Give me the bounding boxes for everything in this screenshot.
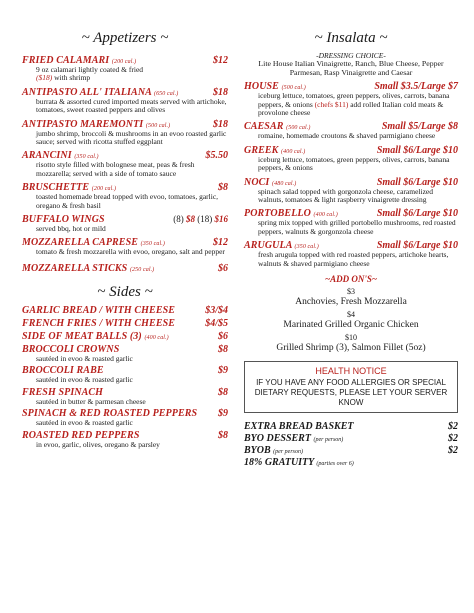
item-name: CAESAR (500 cal.) bbox=[244, 121, 311, 133]
salad-item-noci bbox=[244, 177, 458, 205]
salad-item-house bbox=[244, 81, 458, 117]
item-price: Small $6/Large $10 bbox=[376, 176, 458, 188]
item-name: PORTOBELLO (400 cal.) bbox=[244, 208, 338, 220]
insalata-title: ~ Insalata ~ bbox=[314, 30, 388, 46]
item-name: MOZZARELLA STICKS (250 cal.) bbox=[22, 262, 155, 274]
menu-item-bruschette bbox=[22, 182, 228, 210]
item-price: $4/$5 bbox=[205, 317, 228, 329]
item-price: $3/$4 bbox=[205, 304, 228, 316]
item-name: BRUSCHETTE (200 cal.) bbox=[22, 182, 117, 194]
addons-title: ~ADD ON'S~ bbox=[324, 274, 377, 285]
salad-item-caesar bbox=[244, 121, 458, 140]
menu-item-fried-calamari bbox=[22, 55, 228, 83]
salad-item-arugula bbox=[244, 240, 458, 268]
item-desc: iceburg lettuce, tomatoes, green peppers, olives, carrots, banana peppers, & onions bbox=[258, 154, 450, 173]
item-name: BROCCOLI CROWNS bbox=[22, 343, 120, 355]
item-name: ANTIPASTO ALL' ITALIANA (650 cal.) bbox=[22, 86, 179, 98]
item-name: MOZZARELLA CAPRESE (350 cal.) bbox=[22, 237, 165, 249]
item-price: $9 bbox=[218, 365, 228, 377]
dressing-title: -DRESSING CHOICE- bbox=[316, 51, 386, 60]
item-price: $8 bbox=[218, 429, 228, 441]
item-name: BROCCOLI RABE bbox=[22, 365, 104, 377]
item-desc: in evoo, garlic, olives, oregano & parsley bbox=[36, 439, 160, 449]
item-desc: fresh arugula topped with red roasted peppers, artichoke hearts, walnuts & shaved parmigiano cheese bbox=[258, 250, 449, 268]
item-name: ARANCINI (350 cal.) bbox=[22, 150, 99, 162]
item-name: ARUGULA (350 cal.) bbox=[244, 240, 319, 252]
addon-price: $10 bbox=[345, 333, 357, 343]
side-item-broccoli-crowns bbox=[22, 344, 228, 363]
salad-list bbox=[244, 81, 458, 268]
item-name: NOCI (480 cal.) bbox=[244, 176, 297, 188]
item-price: $8 bbox=[218, 182, 228, 194]
item-name: BUFFALO WINGS bbox=[22, 214, 105, 226]
addon-items: Grilled Shrimp (3), Salmon Fillet (5oz) bbox=[276, 343, 426, 354]
addon-price: $3 bbox=[347, 287, 355, 297]
salad-item-portobello bbox=[244, 208, 458, 236]
item-price: $5.50 bbox=[205, 150, 228, 162]
item-price: Small $3.5/Large $7 bbox=[374, 81, 458, 93]
extra-item: EXTRA BREAD BASKET $2 bbox=[244, 421, 458, 433]
health-notice-body: IF YOU HAVE ANY FOOD ALLERGIES OR SPECIAL DIETARY REQUESTS, PLEASE LET YOUR SERVER KNOW bbox=[254, 378, 448, 408]
item-name: SPINACH & RED ROASTED PEPPERS bbox=[22, 408, 198, 420]
addons-list bbox=[244, 287, 458, 353]
item-price: $18 bbox=[213, 118, 228, 130]
menu-item-antipasto-maremonti bbox=[22, 119, 228, 147]
item-desc: toasted homemade bread topped with evoo, tomatoes, garlic, oregano & fresh basil bbox=[36, 192, 219, 210]
item-sizes: (8) $8 (18) $16 bbox=[173, 214, 228, 225]
item-desc: served bbq, hot or mild bbox=[36, 224, 106, 234]
item-price: $8 bbox=[218, 386, 228, 398]
side-item-roasted-peppers bbox=[22, 430, 228, 449]
item-name: HOUSE (500 cal.) bbox=[244, 81, 306, 93]
addon-items: Marinated Grilled Organic Chicken bbox=[283, 320, 419, 331]
item-desc: sautéed in evoo & roasted garlic bbox=[36, 418, 133, 428]
item-desc: sautéed in evoo & roasted garlic bbox=[36, 375, 133, 385]
item-desc: romaine, homemade croutons & shaved parmigiano cheese bbox=[258, 131, 436, 141]
item-desc: burrata & assorted cured imported meats served with artichoke, tomatoes, sweet roasted peppers and olives bbox=[36, 96, 227, 115]
health-notice-title: HEALTH NOTICE bbox=[315, 366, 387, 377]
item-price: $12 bbox=[213, 237, 228, 249]
side-item-garlic-bread bbox=[22, 305, 228, 316]
item-desc: jumbo shrimp, broccoli & mushrooms in an evoo roasted garlic sauce; served with ricotta stuffed eggplant bbox=[36, 128, 227, 147]
item-price: $9 bbox=[218, 408, 228, 420]
item-name: GARLIC BREAD / WITH CHEESE bbox=[22, 304, 176, 316]
item-price: Small $6/Large $10 bbox=[376, 240, 458, 252]
item-name: ANTIPASTO MAREMONTI (500 cal.) bbox=[22, 118, 171, 130]
item-price: Small $6/Large $10 bbox=[376, 144, 458, 156]
item-name: FRESH SPINACH bbox=[22, 386, 104, 398]
item-desc: sautéed in evoo & roasted garlic bbox=[36, 353, 133, 363]
item-desc: risotto style filled with bolognese meat, peas & fresh mozzarella; served with a side of tomato sauce bbox=[36, 160, 195, 178]
side-item-spinach-peppers bbox=[22, 408, 228, 427]
side-item-fresh-spinach bbox=[22, 387, 228, 406]
item-desc: spinach salad topped with gorgonzola cheese, caramelized walnuts, tomatoes & light raspberry vinaigrette dressing bbox=[258, 186, 434, 205]
item-price: Small $6/Large $10 bbox=[376, 208, 458, 220]
item-price: $8 bbox=[218, 343, 228, 355]
item-desc: 9 oz calamari lightly coated & fried ($18) with shrimp bbox=[36, 65, 144, 83]
item-price: $12 bbox=[213, 55, 228, 66]
sides-title: ~ Sides ~ bbox=[97, 283, 153, 300]
appetizers-list bbox=[22, 55, 228, 274]
item-desc: tomato & fresh mozzarella with evoo, oregano, salt and pepper bbox=[36, 247, 225, 257]
extras-list bbox=[244, 421, 458, 468]
item-desc: spring mix topped with grilled portobello mushrooms, red roasted peppers, walnuts & gorgonzola cheese bbox=[258, 218, 456, 236]
addon-price: $4 bbox=[347, 310, 355, 320]
health-notice bbox=[244, 361, 458, 413]
dressing-choices: Lite House Italian Vinaigrette, Ranch, Blue Cheese, Pepper Parmesan, Rasp Vinaigrette and Caesar bbox=[258, 59, 444, 77]
menu-item-antipasto-italiana bbox=[22, 87, 228, 115]
menu-item-buffalo-wings bbox=[22, 214, 228, 233]
menu-item-mozzarella-sticks bbox=[22, 263, 228, 274]
item-price: $6 bbox=[218, 262, 228, 274]
right-column bbox=[244, 0, 458, 468]
item-price: $6 bbox=[218, 330, 228, 342]
left-column bbox=[22, 0, 228, 449]
appetizers-title: ~ Appetizers ~ bbox=[81, 30, 169, 46]
item-desc: sautéed in butter & parmesan cheese bbox=[36, 396, 146, 406]
item-price: Small $5/Large $8 bbox=[381, 121, 458, 133]
side-item-meat-balls bbox=[22, 331, 228, 342]
side-item-broccoli-rabe bbox=[22, 365, 228, 384]
menu-item-arancini bbox=[22, 150, 228, 178]
item-name: FRIED CALAMARI (200 cal.) bbox=[22, 55, 137, 66]
sides-list bbox=[22, 305, 228, 449]
side-item-french-fries bbox=[22, 318, 228, 329]
menu-item-mozzarella-caprese bbox=[22, 237, 228, 256]
item-price: $18 bbox=[213, 86, 228, 98]
item-name: SIDE OF MEAT BALLS (3) (400 cal.) bbox=[22, 330, 169, 342]
item-name: GREEK (400 cal.) bbox=[244, 144, 306, 156]
extra-item: BYO DESSERT (per person) $2 bbox=[244, 433, 458, 445]
extra-item: BYOB (per person) $2 bbox=[244, 445, 458, 457]
addon-items: Anchovies, Fresh Mozzarella bbox=[295, 297, 407, 308]
item-name: FRENCH FRIES / WITH CHEESE bbox=[22, 317, 176, 329]
item-name: ROASTED RED PEPPERS bbox=[22, 429, 140, 441]
salad-item-greek bbox=[244, 145, 458, 173]
extra-item: 18% GRATUITY (parties over 6) bbox=[244, 457, 354, 469]
item-desc: iceburg lettuce, tomatoes, green peppers, olives, carrots, banana peppers, & onions (chefs $11) add rolled Italian cold meats & provolone cheese bbox=[258, 91, 450, 117]
